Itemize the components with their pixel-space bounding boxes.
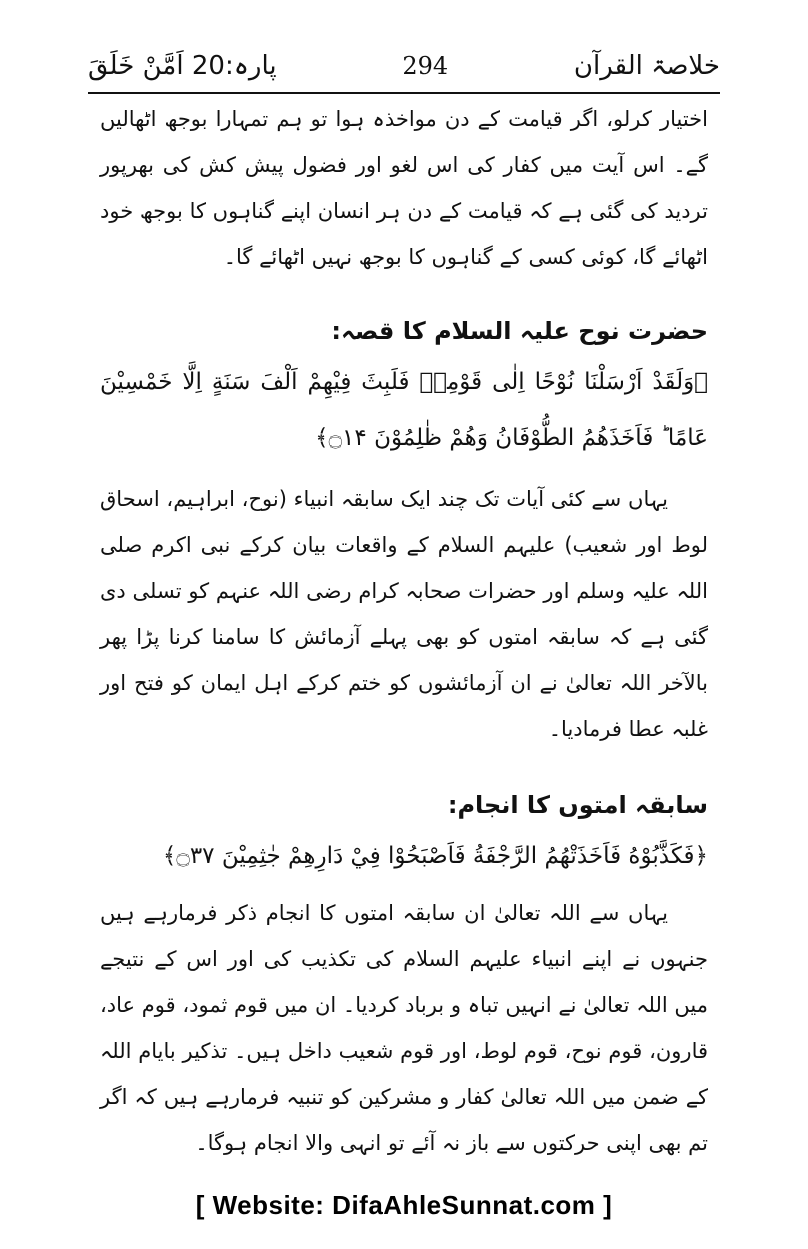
quran-verse-previous-nations: ﴿فَكَذَّبُوْهُ فَاَخَذَتْهُمُ الرَّجْفَةُ فَاَصْبَحُوْا فِيْ دَارِهِمْ جٰثِمِيْنَ ۝۳۷﴾ [162, 843, 708, 869]
paragraph-previous-nations: یہاں سے اللہ تعالیٰ ان سابقہ امتوں کا انجام ذکر فرمارہے ہیں جنہوں نے اپنے انبیاء علیہم السلام کی تکذیب کی اور اس کے نتیجے میں اللہ تعالیٰ نے انہیں تباہ و برباد کردیا۔ ان میں قوم ثمود، قوم عاد، قارون، قوم نوح، قوم لوط، اور قوم شعیب داخل ہیں۔ تذکیر بایام اللہ کے ضمن میں اللہ تعالیٰ کفار و مشرکین کو تنبیہ فرمارہے ہیں کہ اگر تم بھی اپنی حرکتوں سے باز نہ آئے تو انہی والا انجام ہوگا۔ [100, 901, 708, 1155]
para-label: پارہ:20 اَمَّنْ خَلَقَ [88, 51, 277, 81]
website-footer: [ Website: DifaAhleSunnat.com ] [195, 1190, 613, 1220]
heading-previous-nations: سابقہ امتوں کا انجام: [447, 791, 708, 819]
page-number: 294 [402, 52, 449, 80]
book-title: خلاصۃ القرآن [573, 51, 720, 81]
page-header [88, 40, 720, 94]
quran-verse-nuh: ﴿وَلَقَدْ اَرْسَلْنَا نُوْحًا اِلٰى قَوْمِهٖ فَلَبِثَ فِيْهِمْ اَلْفَ سَنَةٍ اِلَّا خَمْسِيْنَ عَامًا ؕ فَاَخَذَهُمُ الطُّوْفَانُ وَهُمْ ظٰلِمُوْنَ ۝۱۴﴾ [100, 369, 708, 451]
heading-nuh-story: حضرت نوح علیہ السلام کا قصہ: [331, 317, 708, 345]
paragraph-intro: اختیار کرلو، اگر قیامت کے دن مواخذہ ہوا تو ہم تمہارا بوجھ اٹھالیں گے۔ اس آیت میں کفار کی اس لغو اور فضول پیش کش کی بھرپور تردید کی گئی ہے کہ قیامت کے دن ہر انسان اپنے گناہوں کا بوجھ خود اٹھائے گا، کوئی کسی کے گناہوں کا بوجھ نہیں اٹھائے گا۔ [100, 107, 708, 269]
page-content [100, 96, 708, 1166]
paragraph-nuh-story: یہاں سے کئی آیات تک چند ایک سابقہ انبیاء (نوح، ابراہیم، اسحاق لوط اور شعیب) علیہم السلام کے واقعات بیان کرکے نبی اکرم صلی اللہ علیہ وسلم اور حضرات صحابہ کرام رضی اللہ عنہم کو تسلی دی گئی ہے کہ سابقہ امتوں کو بھی پہلے آزمائش کا سامنا کرنا پڑا پھر بالآخر اللہ تعالیٰ نے ان آزمائشوں کو ختم کرکے اہل ایمان کو فتح اور غلبہ عطا فرمادیا۔ [100, 487, 708, 741]
